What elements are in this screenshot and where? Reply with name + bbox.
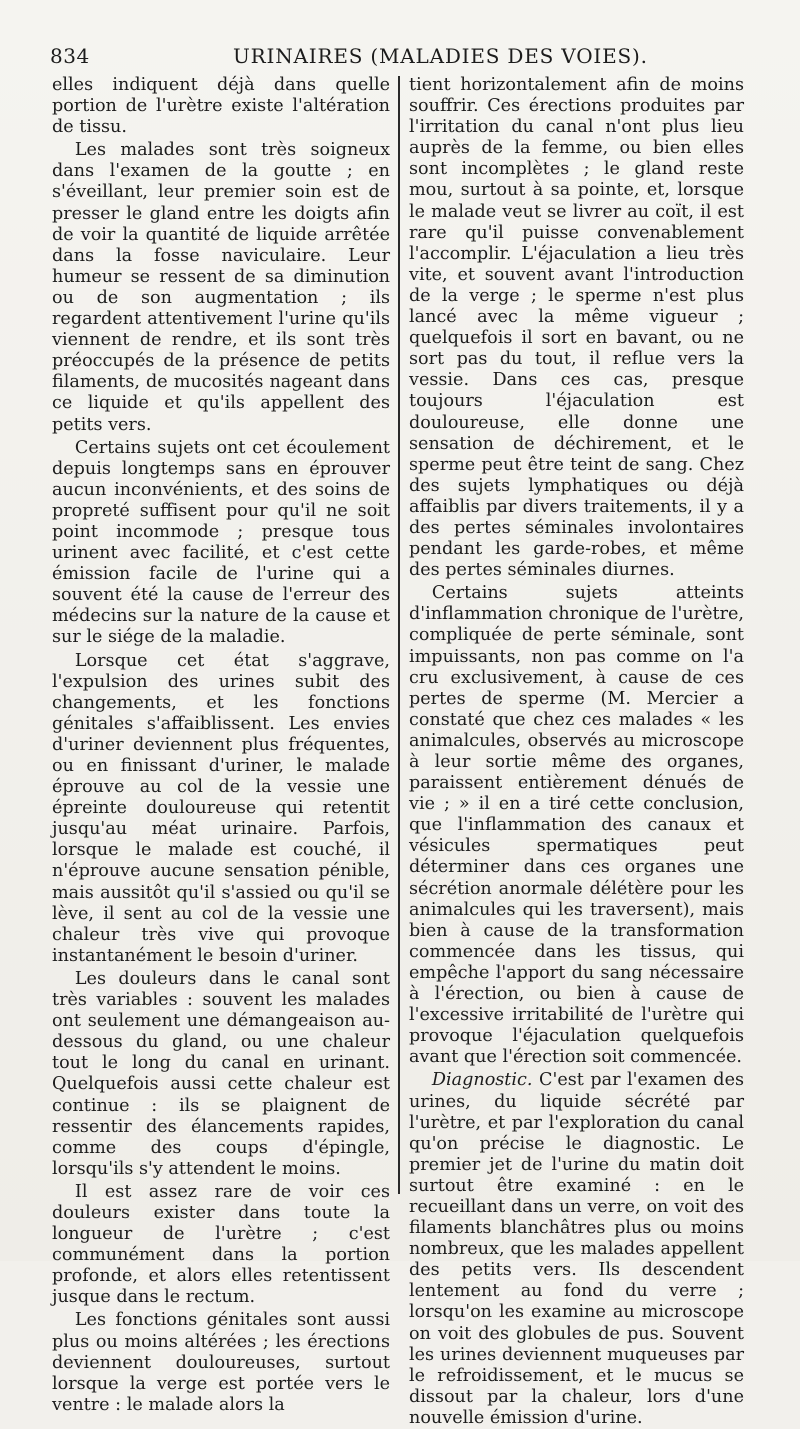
left-paragraph-6: Il est assez rare de voir ces douleurs exister dans toute la longueur de l'urètre ; c'est communément dans la portion profonde, et alors elles retentissent jusque dans le rectum. [52, 1181, 390, 1308]
right-paragraph-1: tient horizontalement afin de moins souffrir. Ces érections produites par l'irritation du canal n'ont plus lieu auprès de la femme, ou bien elles sont incomplètes ; le gland reste mou, surtout à sa pointe, et, lorsque le malade veut se livrer au coït, il est rare qu'il puisse convenablement l'accomplir. L'éjaculation a lieu très vite, et souvent avant l'introduction de la verge ; le sperme n'est plus lancé avec la même vigueur ; quelquefois il sort en bavant, ou ne sort pas du tout, il reflue vers la vessie. Dans ces cas, presque toujours l'éjaculation est douloureuse, elle donne une sensation de déchirement, et le sperme peut être teint de sang. Chez des sujets lymphatiques ou déjà affaiblis par divers traitements, il y a des pertes séminales involontaires pendant les garde-robes, et même des pertes séminales diurnes. [409, 75, 744, 581]
page-header [48, 42, 756, 70]
page-number: 834 [50, 44, 90, 68]
left-paragraph-4: Lorsque cet état s'aggrave, l'expulsion des urines subit des changements, et les fonctions génitales s'affaiblissent. Les envies d'uriner deviennent plus fréquentes, ou en finissant d'uriner, le malade éprouve au col de la vessie une épreinte douloureuse qui retentit jusqu'au méat urinaire. Parfois, lorsque le malade est couché, il n'éprouve aucune sensation pénible, mais aussitôt qu'il s'assied ou qu'il se lève, il sent au col de la vessie une chaleur très vive qui provoque instantanément le besoin d'uriner. [52, 650, 390, 966]
left-paragraph-2: Les malades sont très soigneux dans l'examen de la goutte ; en s'éveillant, leur premier soin est de presser le gland entre les doigts afin de voir la quantité de liquide arrêtée dans la fosse naviculaire. Leur humeur se ressent de sa diminution ou de son augmentation ; ils regardent attentivement l'urine qu'ils viennent de rendre, et ils sont très préoccupés de la présence de petits filaments, de mucosités nageant dans ce liquide et qu'ils appellent des petits vers. [52, 140, 390, 435]
left-paragraph-5: Les douleurs dans le canal sont très variables : souvent les malades ont seulement une démangeaison au-dessous du gland, ou une chaleur tout le long du canal en urinant. Quelquefois aussi cette chaleur est continue : ils se plaignent de ressentir des élancements rapides, comme des coups d'épingle, lorsqu'ils s'y attendent le moins. [52, 968, 390, 1179]
left-paragraph-1: elles indiquent déjà dans quelle portion de l'urètre existe l'altération de tissu. [52, 75, 390, 138]
diagnostic-label: Diagnostic. [431, 1070, 533, 1091]
left-column [52, 75, 390, 1416]
left-paragraph-3: Certains sujets ont cet écoulement depuis longtemps sans en éprouver aucun inconvénients, et des soins de propreté suffisent pour qu'il ne soit point incommode ; presque tous urinent avec facilité, et c'est cette émission facile de l'urine qui a souvent été la cause de l'erreur des médecins sur la nature de la cause et sur le siége de la maladie. [52, 437, 390, 648]
right-paragraph-2: Certains sujets atteints d'inflammation chronique de l'urètre, compliquée de perte séminale, sont impuissants, non pas comme on l'a cru exclusivement, à cause de ces pertes de sperme (M. Mercier a constaté que chez ces malades « les animalcules, observés au microscope à leur sortie même des organes, paraissent entièrement dénués de vie ; » il en a tiré cette conclusion, que l'inflammation des canaux et vésicules spermatiques peut déterminer dans ces organes une sécrétion anormale délétère pour les animalcules qui les traversent), mais bien à cause de la transformation commencée dans les tissus, qui empêche l'apport du sang nécessaire à l'érection, ou bien à cause de l'excessive irritabilité de l'urètre qui provoque l'éjaculation quelquefois avant que l'érection soit commencée. [409, 583, 744, 1068]
running-head: URINAIRES (MALADIES DES VOIES). [233, 44, 648, 68]
right-column [409, 75, 744, 1429]
diagnostic-text: C'est par l'examen des urines, du liquide sécrété par l'urètre, et par l'exploration du canal qu'on précise le diagnostic. Le premier jet de l'urine du matin doit surtout être examiné : en le recueillant dans un verre, on voit des filaments blanchâtres plus ou moins nombreux, que les malades appellent des petits vers. Ils descendent lentement au fond du verre ; lorsqu'on les examine au microscope on voit des globules de pus. Souvent les urines deviennent muqueuses par le refroidissement, et le mucus se dissout par la chaleur, lors d'une nouvelle émission d'urine. [409, 1070, 745, 1428]
column-divider [398, 76, 400, 1194]
left-paragraph-7: Les fonctions génitales sont aussi plus ou moins altérées ; les érections deviennent douloureuses, surtout lorsque la verge est portée vers le ventre : le malade alors la [52, 1310, 390, 1415]
diagnostic-paragraph [409, 1070, 744, 1429]
